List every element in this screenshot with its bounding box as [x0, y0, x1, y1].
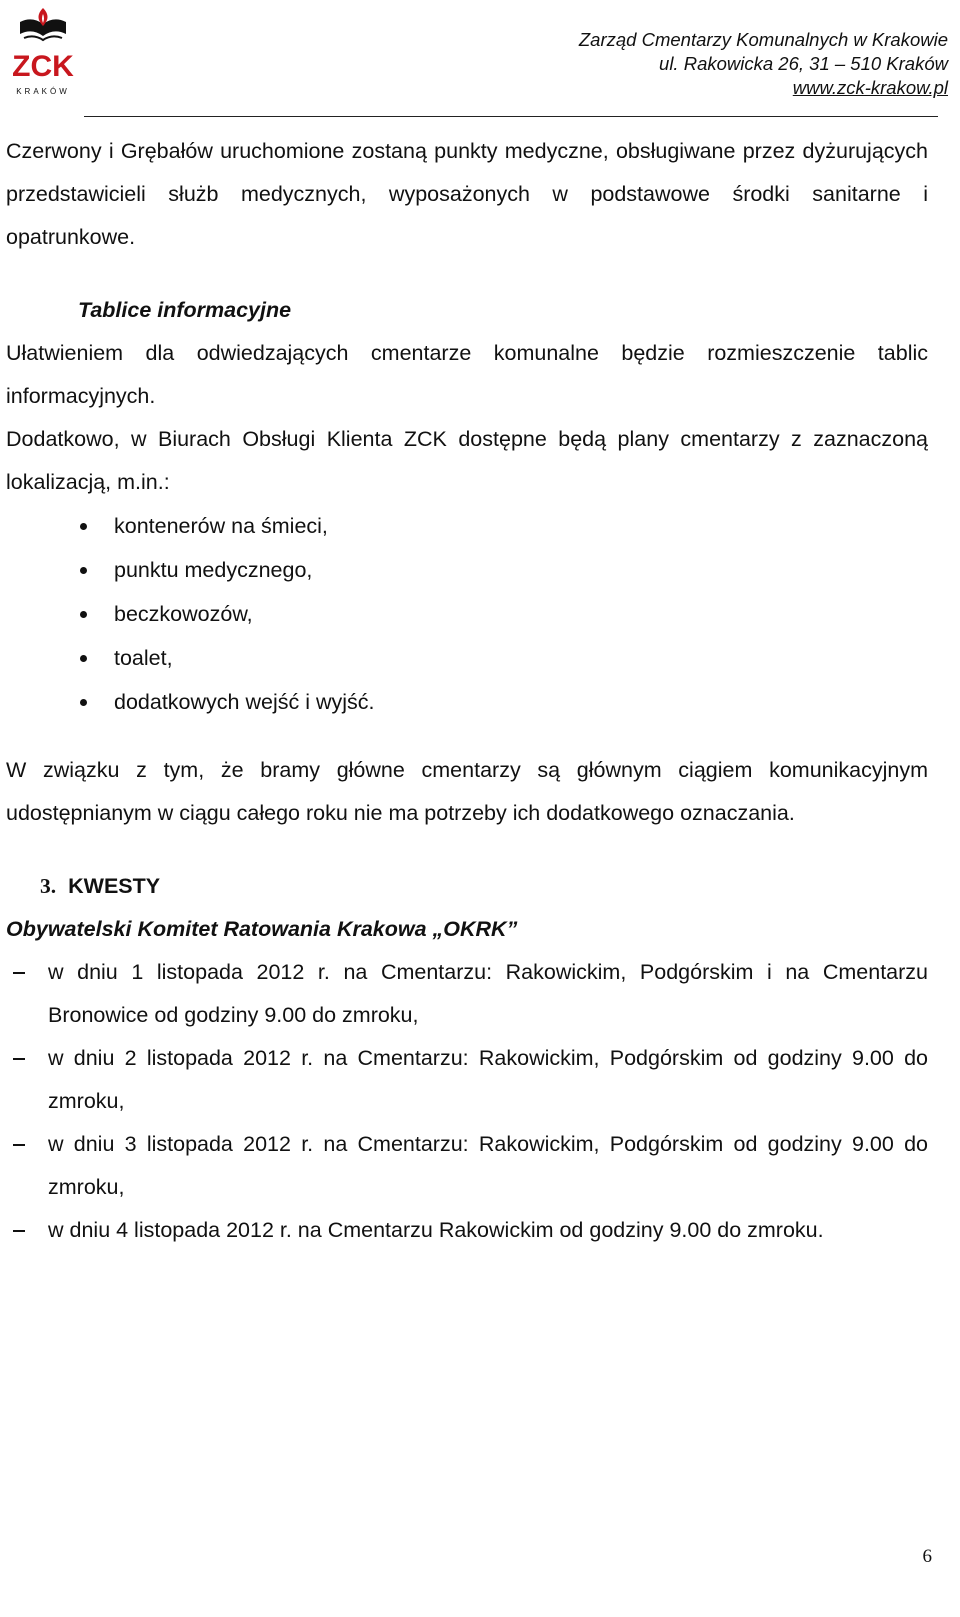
dash-icon	[13, 1058, 25, 1060]
list-item: dodatkowych wejść i wyjść.	[6, 680, 928, 724]
bullet-icon	[80, 699, 87, 706]
list-item: w dniu 1 listopada 2012 r. na Cmentarzu: Rakowickim, Podgórskim i na Cmentarzu Bronowice od godziny 9.00 do zmroku,	[6, 951, 928, 1037]
logo-subtext: KRAKÓW	[16, 87, 70, 96]
bramy-paragraph: W związku z tym, że bramy główne cmentarzy są głównym ciągiem komunikacyjnym udostępnianym w ciągu całego roku nie ma potrzeby ich dodatkowego oznaczania.	[6, 758, 928, 825]
header-divider	[84, 116, 938, 117]
organization-name: Zarząd Cmentarzy Komunalnych w Krakowie	[578, 29, 948, 50]
dash-icon	[13, 1230, 25, 1232]
document-body	[6, 130, 928, 1252]
list-item: punktu medycznego,	[6, 548, 928, 592]
bullet-list	[6, 504, 928, 724]
list-item: toalet,	[6, 636, 928, 680]
zck-logo	[6, 4, 82, 100]
bullet-icon	[80, 611, 87, 618]
kwesty-list	[6, 951, 928, 1252]
list-item: kontenerów na śmieci,	[6, 504, 928, 548]
bullet-icon	[80, 523, 87, 530]
tablice-paragraph: Ułatwieniem dla odwiedzających cmentarze komunalne będzie rozmieszczenie tablic informacyjnych.	[6, 341, 928, 408]
logo-text: ZCK	[12, 50, 74, 83]
list-item: w dniu 4 listopada 2012 r. na Cmentarzu Rakowickim od godziny 9.00 do zmroku.	[6, 1209, 928, 1252]
page-number: 6	[922, 1546, 932, 1567]
page-header	[0, 0, 960, 120]
tablice-heading: Tablice informacyjne	[78, 298, 292, 322]
organization-address: ul. Rakowicka 26, 31 – 510 Kraków	[659, 53, 948, 74]
bullet-icon	[80, 567, 87, 574]
dash-icon	[13, 972, 25, 974]
bullet-icon	[80, 655, 87, 662]
list-item: w dniu 2 listopada 2012 r. na Cmentarzu: Rakowickim, Podgórskim od godziny 9.00 do zmroku,	[6, 1037, 928, 1123]
list-item: beczkowozów,	[6, 592, 928, 636]
section-number: 3.	[40, 874, 57, 898]
organization-info	[579, 28, 948, 100]
organization-website-link[interactable]: www.zck-krakow.pl	[792, 77, 948, 98]
dash-icon	[13, 1144, 25, 1146]
list-item: w dniu 3 listopada 2012 r. na Cmentarzu: Rakowickim, Podgórskim od godziny 9.00 do zmroku,	[6, 1123, 928, 1209]
intro-paragraph: Czerwony i Grębałów uruchomione zostaną punkty medyczne, obsługiwane przez dyżurujących przedstawicieli służb medycznych, wyposażonych w podstawowe środki sanitarne i opatrunkowe.	[6, 139, 928, 249]
section-heading	[40, 865, 928, 908]
dodatkowo-paragraph: Dodatkowo, w Biurach Obsługi Klienta ZCK dostępne będą plany cmentarzy z zaznaczoną lokalizacją, m.in.:	[6, 427, 928, 494]
section-title: KWESTY	[68, 874, 161, 898]
okrk-heading: Obywatelski Komitet Ratowania Krakowa „OKRK”	[6, 917, 518, 941]
